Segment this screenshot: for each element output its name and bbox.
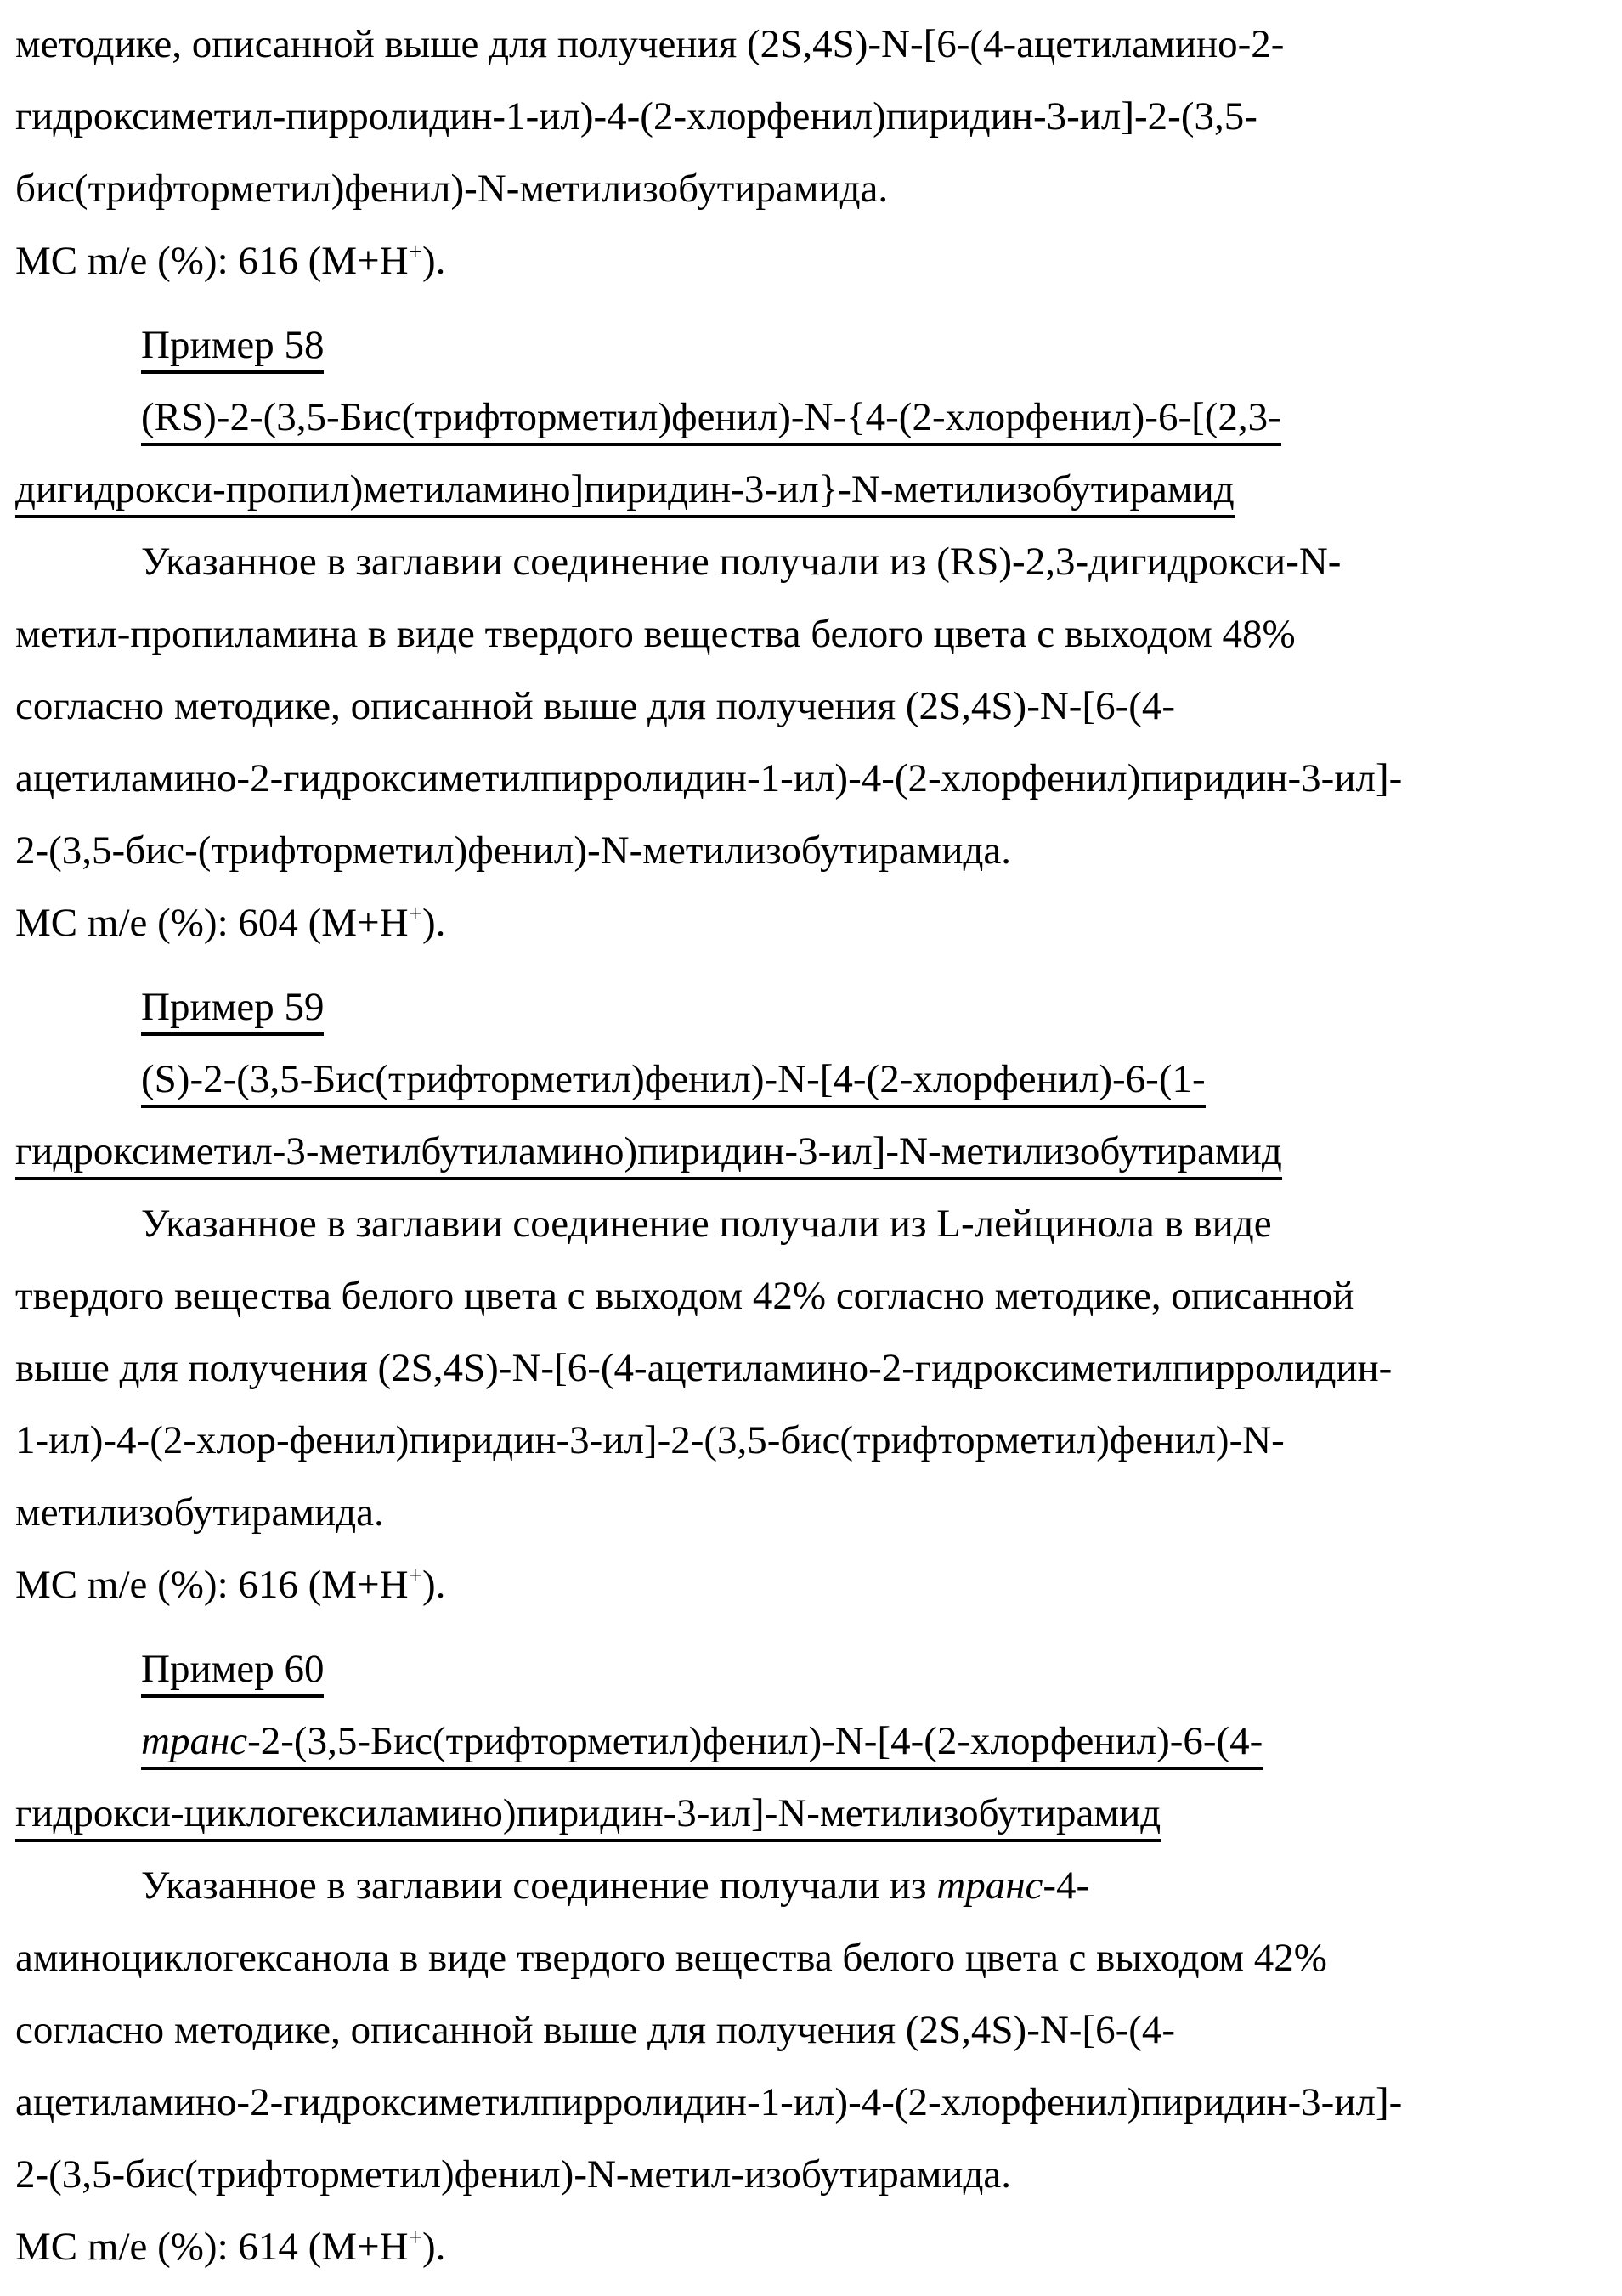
text-line	[15, 743, 1610, 815]
superscript-plus: +	[408, 900, 422, 928]
line-text	[15, 612, 1296, 656]
superscript-plus: +	[408, 1562, 422, 1590]
text-line	[15, 8, 1610, 81]
text-segment: метил-пропиламина в виде твердого вещества белого цвета с выходом 48%	[15, 612, 1296, 656]
text-line	[15, 1705, 1610, 1778]
text-segment: гидроксиметил-3-метилбутиламино)пиридин-3-ил]-N-метилизобутирамид	[15, 1129, 1282, 1173]
text-segment: согласно методике, описанной выше для получения (2S,4S)-N-[6-(4-	[15, 684, 1176, 728]
text-segment: МС m/e (%): 616 (M+H	[15, 239, 409, 283]
line-text	[15, 167, 888, 211]
text-line	[15, 887, 1610, 959]
text-segment: Пример 59	[141, 985, 325, 1029]
line-text	[15, 684, 1175, 728]
underlined-line-text	[141, 395, 1281, 446]
text-segment: ).	[421, 2225, 446, 2269]
text-line	[15, 1188, 1610, 1260]
line-text	[15, 1274, 1354, 1318]
text-segment: бис(трифторметил)фенил)-N-метилизобутирамида.	[15, 167, 889, 211]
text-line	[15, 1477, 1610, 1549]
text-line	[15, 1549, 1610, 1621]
line-text	[141, 1202, 1272, 1246]
line-text	[15, 2152, 1011, 2197]
text-segment: (S)-2-(3,5-Бис(трифторметил)фенил)-N-[4-(2-хлорфенил)-6-(1-	[141, 1057, 1206, 1101]
example-heading	[15, 1633, 1610, 1705]
text-segment: -4-	[1043, 1863, 1090, 1908]
text-line	[15, 1116, 1610, 1188]
text-segment: метилизобутирамида.	[15, 1490, 384, 1535]
text-line	[15, 526, 1610, 598]
text-segment: методике, описанной выше для получения (2S,4S)-N-[6-(4-ацетиламино-2-	[15, 22, 1285, 66]
text-segment: гидрокси-циклогексиламино)пиридин-3-ил]-N-метилизобутирамид	[15, 1791, 1161, 1835]
underlined-line-text	[141, 1057, 1206, 1108]
text-segment: Указанное в заглавии соединение получали из L-лейцинола в виде	[141, 1202, 1272, 1246]
text-segment: согласно методике, описанной выше для получения (2S,4S)-N-[6-(4-	[15, 2008, 1176, 2052]
underlined-line-text	[141, 985, 324, 1036]
text-segment: транс	[936, 1863, 1043, 1908]
text-line	[15, 1260, 1610, 1332]
text-segment: Пример 60	[141, 1647, 325, 1691]
line-text	[15, 239, 445, 283]
text-segment: транс	[141, 1719, 248, 1763]
line-text	[15, 901, 445, 945]
text-segment: 2-(3,5-бис-(трифторметил)фенил)-N-метилизобутирамида.	[15, 828, 1012, 873]
text-segment: 1-ил)-4-(2-хлор-фенил)пиридин-3-ил]-2-(3,5-бис(трифторметил)фенил)-N-	[15, 1418, 1285, 1462]
line-text	[15, 1490, 384, 1535]
text-line	[15, 598, 1610, 670]
text-line	[15, 153, 1610, 225]
line-text	[15, 1936, 1327, 1980]
superscript-plus: +	[408, 2224, 422, 2252]
text-line	[15, 1778, 1610, 1850]
underlined-line-text	[15, 1129, 1282, 1180]
text-segment: (RS)-2-(3,5-Бис(трифторметил)фенил)-N-{4-(2-хлорфенил)-6-[(2,3-	[141, 395, 1281, 439]
text-segment: ).	[421, 239, 446, 283]
text-line	[15, 1405, 1610, 1477]
text-segment: МС m/e (%): 604 (M+H	[15, 901, 409, 945]
text-segment: гидроксиметил-пирролидин-1-ил)-4-(2-хлорфенил)пиридин-3-ил]-2-(3,5-	[15, 94, 1257, 139]
line-text	[15, 2225, 445, 2269]
text-segment: Указанное в заглавии соединение получали из (RS)-2,3-дигидрокси-N-	[141, 540, 1342, 584]
line-text	[15, 22, 1284, 66]
text-line	[15, 382, 1610, 454]
line-text	[15, 2008, 1175, 2052]
line-text	[141, 540, 1341, 584]
text-segment: МС m/e (%): 614 (M+H	[15, 2225, 409, 2269]
line-text	[15, 2080, 1402, 2124]
underlined-line-text	[141, 1719, 1263, 1770]
text-line	[15, 1850, 1610, 1922]
underlined-line-text	[15, 467, 1235, 518]
line-text	[15, 94, 1257, 139]
text-segment: 2-(3,5-бис(трифторметил)фенил)-N-метил-изобутирамида.	[15, 2152, 1012, 2197]
underlined-line-text	[15, 1791, 1161, 1842]
example-heading	[15, 971, 1610, 1043]
text-line	[15, 1043, 1610, 1116]
line-text	[15, 1418, 1285, 1462]
line-text	[15, 1563, 445, 1607]
text-line	[15, 815, 1610, 887]
text-line	[15, 2211, 1610, 2283]
text-line	[15, 1922, 1610, 1994]
text-line	[15, 81, 1610, 153]
example-heading	[15, 309, 1610, 382]
line-text	[141, 1863, 1089, 1908]
text-segment: аминоциклогексанола в виде твердого вещества белого цвета с выходом 42%	[15, 1936, 1327, 1980]
text-segment: -2-(3,5-Бис(трифторметил)фенил)-N-[4-(2-хлорфенил)-6-(4-	[247, 1719, 1263, 1763]
text-line	[15, 670, 1610, 743]
text-line	[15, 2139, 1610, 2211]
text-segment: ацетиламино-2-гидроксиметилпирролидин-1-ил)-4-(2-хлорфенил)пиридин-3-ил]-	[15, 2080, 1403, 2124]
text-line	[15, 1994, 1610, 2067]
text-line	[15, 1332, 1610, 1405]
text-segment: выше для получения (2S,4S)-N-[6-(4-ацетиламино-2-гидроксиметилпирролидин-	[15, 1346, 1393, 1390]
text-line	[15, 2067, 1610, 2139]
underlined-line-text	[141, 1647, 324, 1698]
text-segment: ).	[421, 1563, 446, 1607]
text-segment: ).	[421, 901, 446, 945]
text-segment: МС m/e (%): 616 (M+H	[15, 1563, 409, 1607]
text-segment: Указанное в заглавии соединение получали из	[141, 1863, 937, 1908]
text-segment: твердого вещества белого цвета с выходом 42% согласно методике, описанной	[15, 1274, 1354, 1318]
text-segment: Пример 58	[141, 323, 325, 367]
text-segment: дигидрокси-пропил)метиламино]пиридин-3-ил}-N-метилизобутирамид	[15, 467, 1235, 512]
superscript-plus: +	[408, 238, 422, 266]
text-line	[15, 454, 1610, 526]
text-line	[15, 225, 1610, 297]
line-text	[15, 756, 1402, 800]
line-text	[15, 828, 1011, 873]
text-segment: ацетиламино-2-гидроксиметилпирролидин-1-ил)-4-(2-хлорфенил)пиридин-3-ил]-	[15, 756, 1403, 800]
underlined-line-text	[141, 323, 324, 374]
line-text	[15, 1346, 1392, 1390]
